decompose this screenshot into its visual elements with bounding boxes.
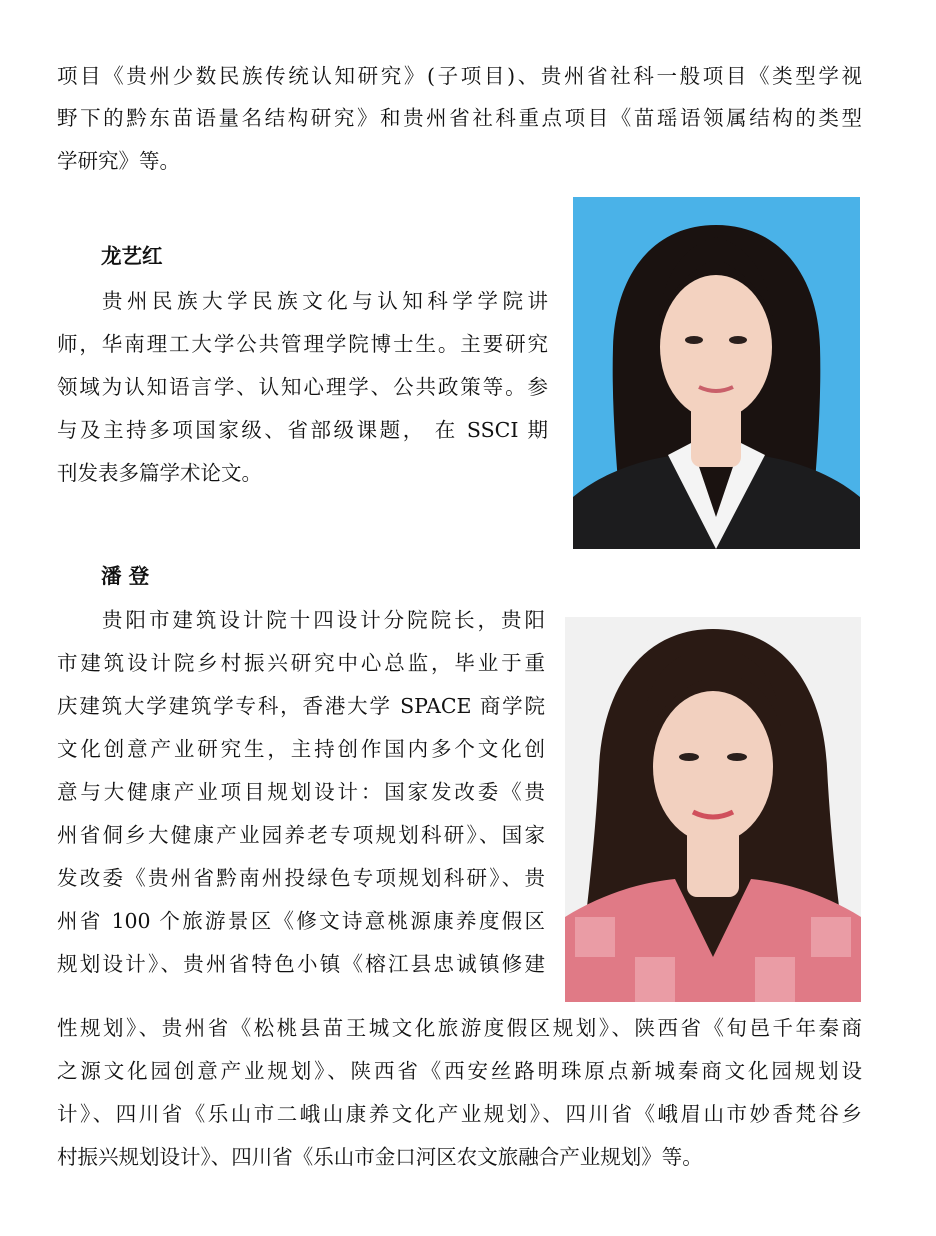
bio-text-line: 意与大健康产业项目规划设计：国家发改委《贵 bbox=[57, 780, 545, 804]
bio-text-line: 之源文化园创意产业规划》、陕西省《西安丝路明珠原点新城秦商文化园规划设 bbox=[57, 1059, 862, 1083]
bio-text-line: 村振兴规划设计》、四川省《乐山市金口河区农文旅融合产业规划》等。 bbox=[57, 1145, 703, 1169]
intro-line: 学研究》等。 bbox=[57, 149, 180, 173]
bio-text-line: 性规划》、贵州省《松桃县苗王城文化旅游度假区规划》、陕西省《旬邑千年秦商 bbox=[57, 1016, 862, 1040]
bio-text-line: 发改委《贵州省黔南州投绿色专项规划科研》、贵 bbox=[57, 866, 545, 890]
bio-text-line: 规划设计》、贵州省特色小镇《榕江县忠诚镇修建 bbox=[57, 952, 545, 976]
bio-text-line: 计》、四川省《乐山市二峨山康养文化产业规划》、四川省《峨眉山市妙香梵谷乡 bbox=[57, 1102, 862, 1126]
bio-text-line: 州省侗乡大健康产业园养老专项规划科研》、国家 bbox=[57, 823, 545, 847]
bio-text-line: 领域为认知语言学、认知心理学、公共政策等。参 bbox=[57, 375, 548, 399]
bio-text-line: 与及主持多项国家级、省部级课题， 在 SSCI 期 bbox=[57, 418, 548, 442]
bio-text-line: 贵阳市建筑设计院十四设计分院院长，贵阳 bbox=[102, 608, 545, 632]
bio-text-line: 文化创意产业研究生，主持创作国内多个文化创 bbox=[57, 737, 545, 761]
portrait-photo-pan-deng bbox=[565, 617, 861, 1002]
bio-text-line: 州省 100 个旅游景区《修文诗意桃源康养度假区 bbox=[57, 909, 545, 933]
bio-name-heading: 潘 登 bbox=[101, 564, 150, 588]
bio-text-line: 贵州民族大学民族文化与认知科学学院讲 bbox=[102, 289, 548, 313]
bio-text-line: 师，华南理工大学公共管理学院博士生。主要研究 bbox=[57, 332, 548, 356]
bio-text-line: 刊发表多篇学术论文。 bbox=[57, 461, 262, 485]
portrait-photo-long-yihong bbox=[573, 197, 860, 549]
bio-text-line: 市建筑设计院乡村振兴研究中心总监，毕业于重 bbox=[57, 651, 545, 675]
bio-text-line: 庆建筑大学建筑学专科，香港大学 SPACE 商学院 bbox=[57, 694, 545, 718]
bio-name-heading: 龙艺红 bbox=[101, 244, 163, 268]
intro-line: 野下的黔东苗语量名结构研究》和贵州省社科重点项目《苗瑶语领属结构的类型 bbox=[57, 106, 862, 130]
intro-line: 项目《贵州少数民族传统认知研究》(子项目)、贵州省社科一般项目《类型学视 bbox=[57, 64, 862, 88]
